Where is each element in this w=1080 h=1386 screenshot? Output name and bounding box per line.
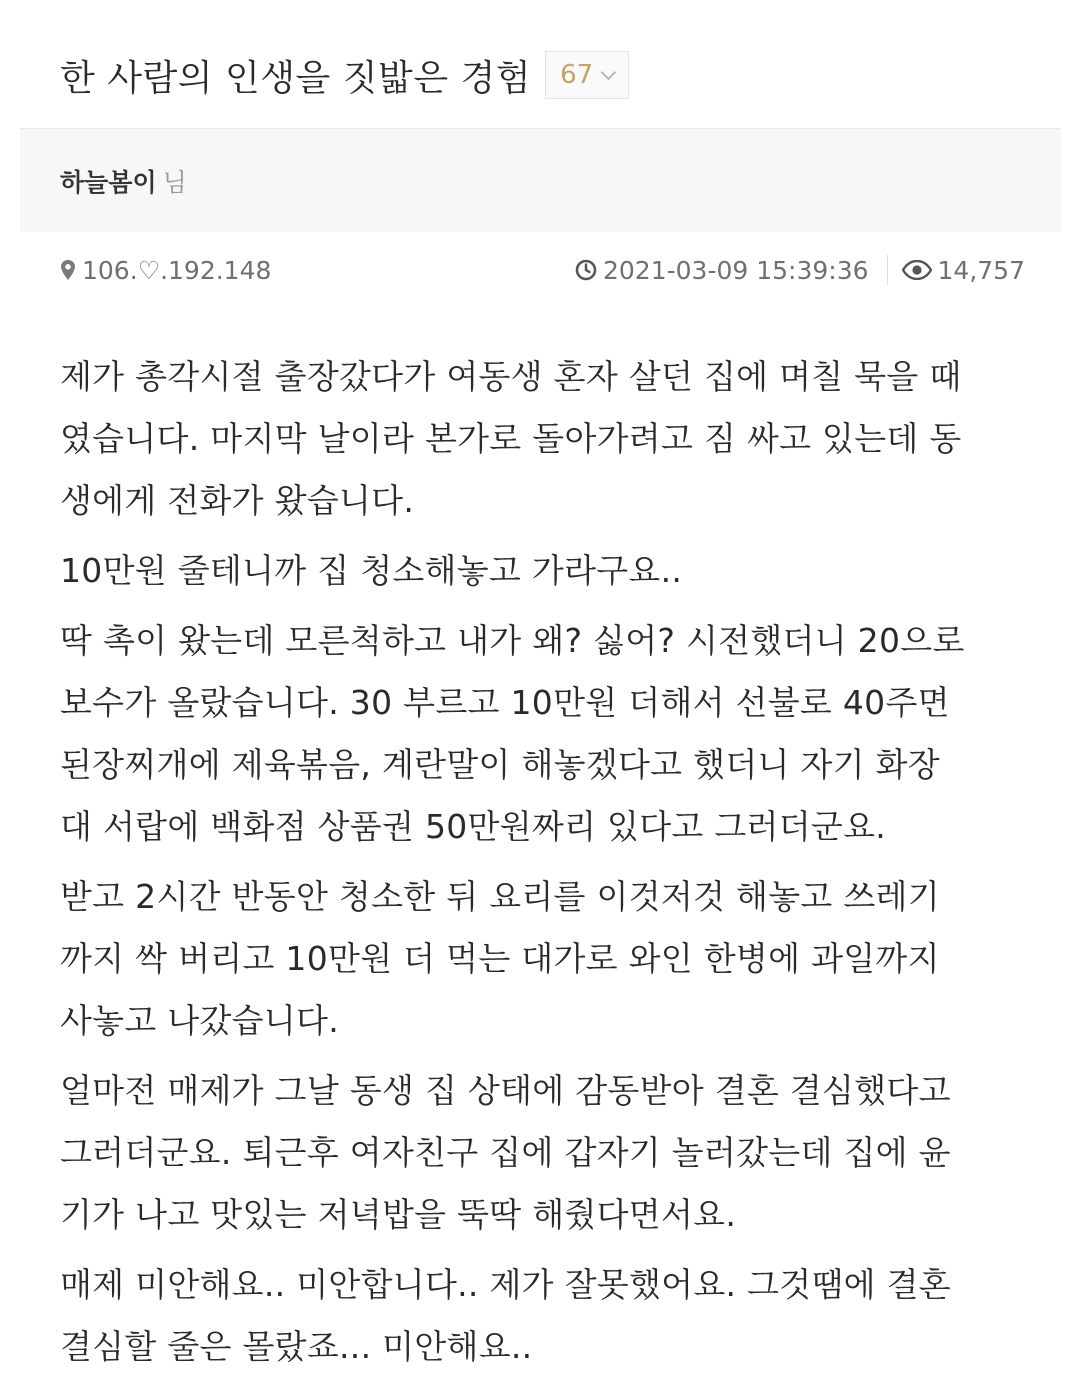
- body-text-line: 제가 총각시절 출장갔다가 여동생 혼자 살던 집에 며칠 묵을 때: [60, 357, 962, 396]
- body-text-line: 받고 2시간 반동안 청소한 뒤 요리를 이것저것 해놓고 쓰레기: [60, 877, 940, 916]
- author-suffix: 님: [162, 167, 187, 197]
- body-text-line: 였습니다. 마지막 날이라 본가로 돌아가려고 짐 싸고 있는데 동: [60, 419, 962, 458]
- body-paragraph: [60, 1254, 1035, 1378]
- body-text-line: 기가 나고 맛있는 저녁밥을 뚝딱 해줬다면서요.: [60, 1195, 737, 1234]
- author-box: [20, 128, 1061, 232]
- body-paragraph: [60, 1060, 1035, 1246]
- author-name[interactable]: 하늘봄이: [60, 167, 157, 197]
- body-text-line: 딱 촉이 왔는데 모른척하고 내가 왜? 싫어? 시전했더니 20으로: [60, 621, 965, 660]
- body-text-line: 대 서랍에 백화점 상품권 50만원짜리 있다고 그러더군요.: [60, 807, 887, 846]
- post-body: [60, 346, 1035, 1386]
- body-text-line: 얼마전 매제가 그날 동생 집 상태에 감동받아 결혼 결심했다고: [60, 1071, 951, 1110]
- view-count-text: 14,757: [937, 255, 1025, 285]
- comment-count: 67: [560, 60, 594, 90]
- post-header: [60, 44, 629, 106]
- view-count: [902, 256, 1025, 285]
- post-meta: [60, 250, 1025, 290]
- map-pin-icon: [60, 259, 76, 281]
- post-title: 한 사람의 인생을 짓밟은 경험: [60, 57, 532, 99]
- body-text-line: 생에게 전화가 왔습니다.: [60, 481, 415, 520]
- body-text-line: 결심할 줄은 몰랐죠... 미안해요..: [60, 1327, 533, 1366]
- ip-address: 106.♡.192.148: [82, 255, 272, 285]
- body-text-line: 사놓고 나갔습니다.: [60, 1001, 340, 1040]
- body-text-line: 매제 미안해요.. 미안합니다.. 제가 잘못했어요. 그것땜에 결혼: [60, 1265, 951, 1304]
- chevron-down-icon: [601, 64, 617, 80]
- eye-icon: [902, 260, 932, 280]
- body-paragraph: [60, 346, 1035, 532]
- comment-count-dropdown[interactable]: [545, 51, 629, 99]
- body-text-line: 까지 싹 버리고 10만원 더 먹는 대가로 와인 한병에 과일까지: [60, 939, 940, 978]
- ip-info: [60, 256, 271, 285]
- body-paragraph: [60, 540, 1035, 602]
- datetime-text: 2021-03-09 15:39:36: [603, 255, 869, 285]
- body-text-line: 10만원 줄테니까 집 청소해놓고 가라구요..: [60, 551, 683, 590]
- meta-divider: [887, 255, 888, 285]
- body-text-line: 그러더군요. 퇴근후 여자친구 집에 갑자기 놀러갔는데 집에 윤: [60, 1133, 951, 1172]
- clock-icon: [575, 259, 597, 281]
- body-text-line: 된장찌개에 제육볶음, 계란말이 해놓겠다고 했더니 자기 화장: [60, 745, 940, 784]
- body-paragraph: [60, 610, 1035, 858]
- post-datetime: [575, 256, 869, 285]
- body-text-line: 보수가 올랐습니다. 30 부르고 10만원 더해서 선불로 40주면: [60, 683, 950, 722]
- body-paragraph: [60, 866, 1035, 1052]
